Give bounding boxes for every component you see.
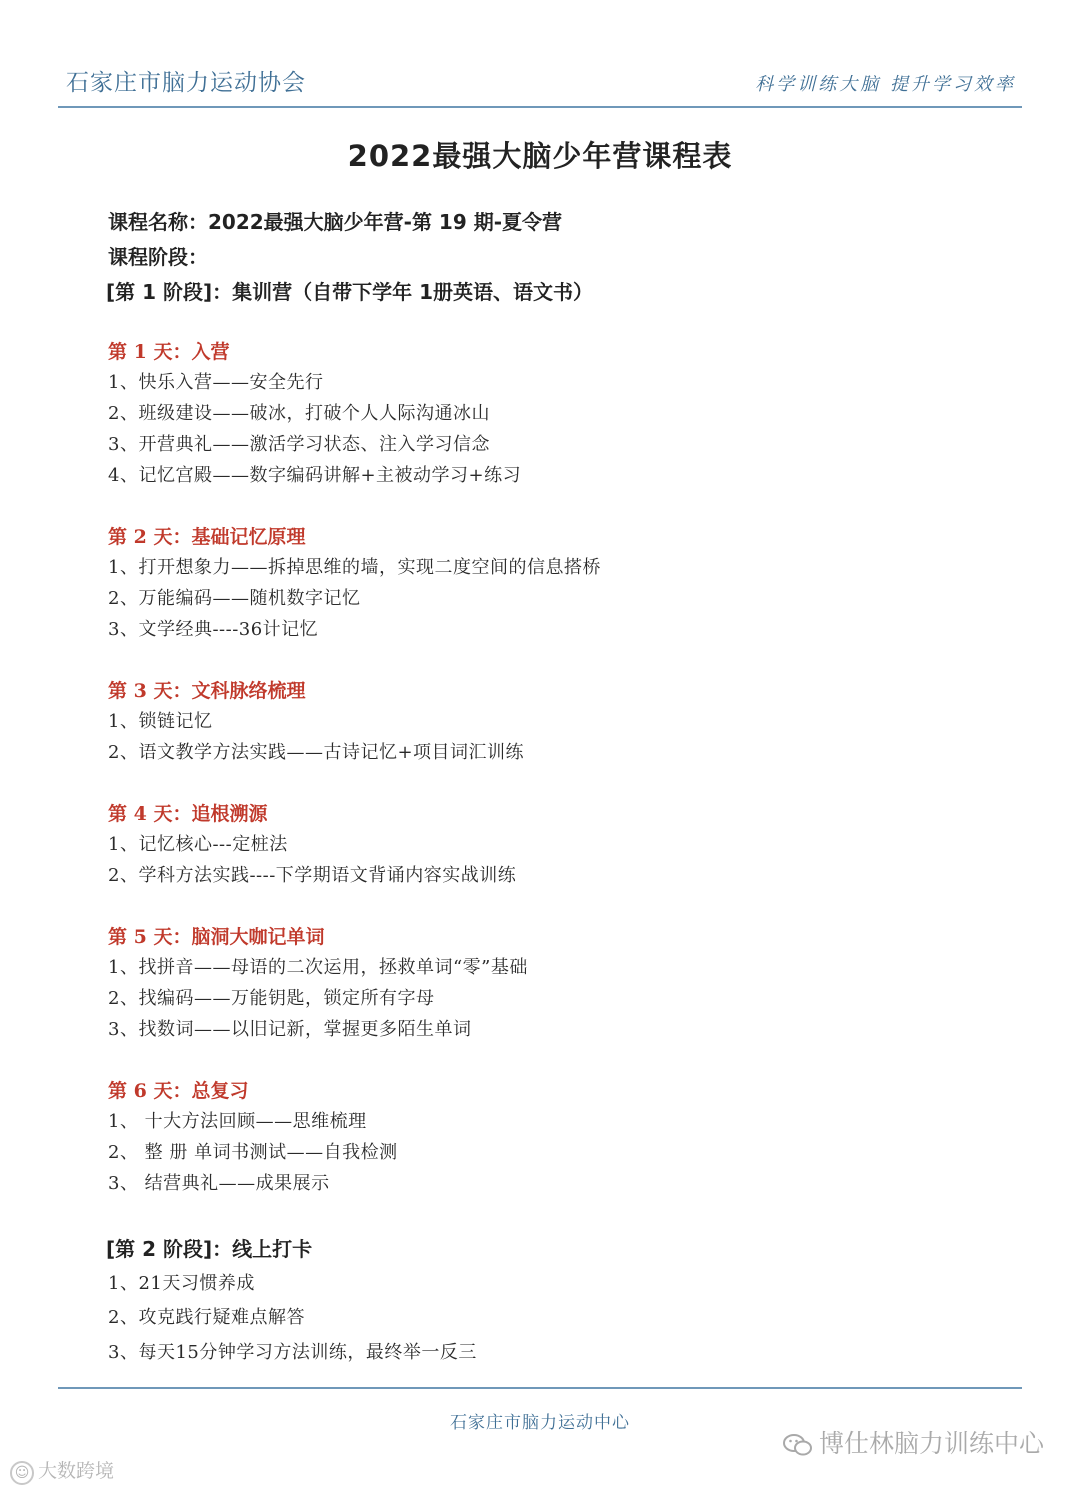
day-6-title: 第 6 天：总复习 [108, 1080, 249, 1102]
watermark-left [10, 1456, 114, 1485]
list-item: 3、找数词——以旧记新，掌握更多陌生单词 [108, 1019, 472, 1040]
list-item: 2、找编码——万能钥匙，锁定所有字母 [108, 988, 435, 1009]
footer-divider [58, 1387, 1022, 1389]
stage-1-heading: [第 1 阶段]：集训营（自带下学年 1册英语、语文书） [106, 280, 594, 304]
list-item: 1、21天习惯养成 [108, 1273, 255, 1294]
footer-text: 石家庄市脑力运动中心 [450, 1413, 630, 1433]
header-divider [58, 106, 1022, 108]
day-4-title: 第 4 天：追根溯源 [108, 803, 268, 825]
list-item: 1、记忆核心---定桩法 [108, 834, 288, 855]
day-3-title: 第 3 天：文科脉络梳理 [108, 680, 306, 702]
list-item: 2、学科方法实践----下学期语文背诵内容实战训练 [108, 865, 517, 886]
course-name: 课程名称：2022最强大脑少年营-第 19 期-夏令营 [108, 210, 563, 234]
list-item: 4、记忆宫殿——数字编码讲解+主被动学习+练习 [108, 465, 522, 486]
slogan: 科学训练大脑 提升学习效率 [755, 74, 1016, 95]
list-item: 2、班级建设——破冰，打破个人人际沟通冰山 [108, 403, 490, 424]
list-item: 3、开营典礼——激活学习状态、注入学习信念 [108, 434, 490, 455]
list-item: 2、 整 册 单词书测试——自我检测 [108, 1142, 398, 1163]
watermark-right-text: 博仕林脑力训练中心 [818, 1429, 1044, 1458]
list-item: 2、攻克践行疑难点解答 [108, 1307, 305, 1328]
watermark-right [783, 1424, 1044, 1460]
list-item: 3、文学经典----36计记忆 [108, 619, 319, 640]
watermark-left-text: 大数跨境 [38, 1460, 115, 1482]
list-item: 3、 结营典礼——成果展示 [108, 1173, 330, 1194]
list-item: 1、打开想象力——拆掉思维的墙，实现二度空间的信息搭桥 [108, 557, 601, 578]
list-item: 2、语文教学方法实践——古诗记忆+项目词汇训练 [108, 742, 525, 763]
day-5-title: 第 5 天：脑洞大咖记单词 [108, 926, 325, 948]
watermark-logo-icon: ☺ [10, 1461, 34, 1485]
list-item: 2、万能编码——随机数字记忆 [108, 588, 361, 609]
day-1-title: 第 1 天：入营 [108, 341, 230, 363]
list-item: 1、锁链记忆 [108, 711, 213, 732]
page-title: 2022最强大脑少年营课程表 [347, 139, 733, 173]
course-stage-label: 课程阶段： [108, 245, 208, 269]
list-item: 1、快乐入营——安全先行 [108, 372, 324, 393]
wechat-icon [783, 1433, 813, 1457]
list-item: 1、找拼音——母语的二次运用，拯救单词“零”基础 [108, 957, 528, 978]
list-item: 1、 十大方法回顾——思维梳理 [108, 1111, 367, 1132]
day-2-title: 第 2 天：基础记忆原理 [108, 526, 306, 548]
list-item: 3、每天15分钟学习方法训练，最终举一反三 [108, 1342, 477, 1363]
org-name: 石家庄市脑力运动协会 [66, 70, 306, 96]
stage-2-heading: [第 2 阶段]：线上打卡 [106, 1237, 313, 1261]
